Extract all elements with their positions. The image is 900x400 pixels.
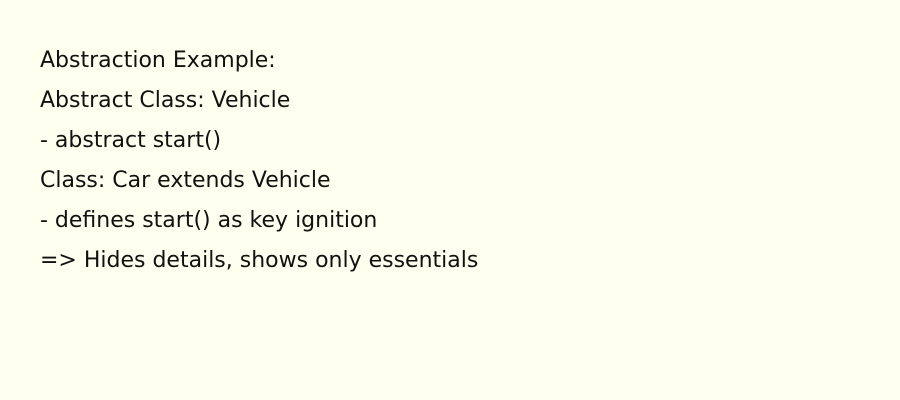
subclass-line: Class: Car extends Vehicle — [40, 168, 331, 193]
abstract-class-line: Abstract Class: Vehicle — [40, 88, 291, 113]
method-definition-line: - defines start() as key ignition — [40, 208, 378, 233]
text-block — [40, 41, 860, 281]
abstract-method-line: - abstract start() — [40, 128, 222, 153]
heading-line: Abstraction Example: — [40, 48, 276, 73]
summary-line: => Hides details, shows only essentials — [40, 248, 479, 273]
